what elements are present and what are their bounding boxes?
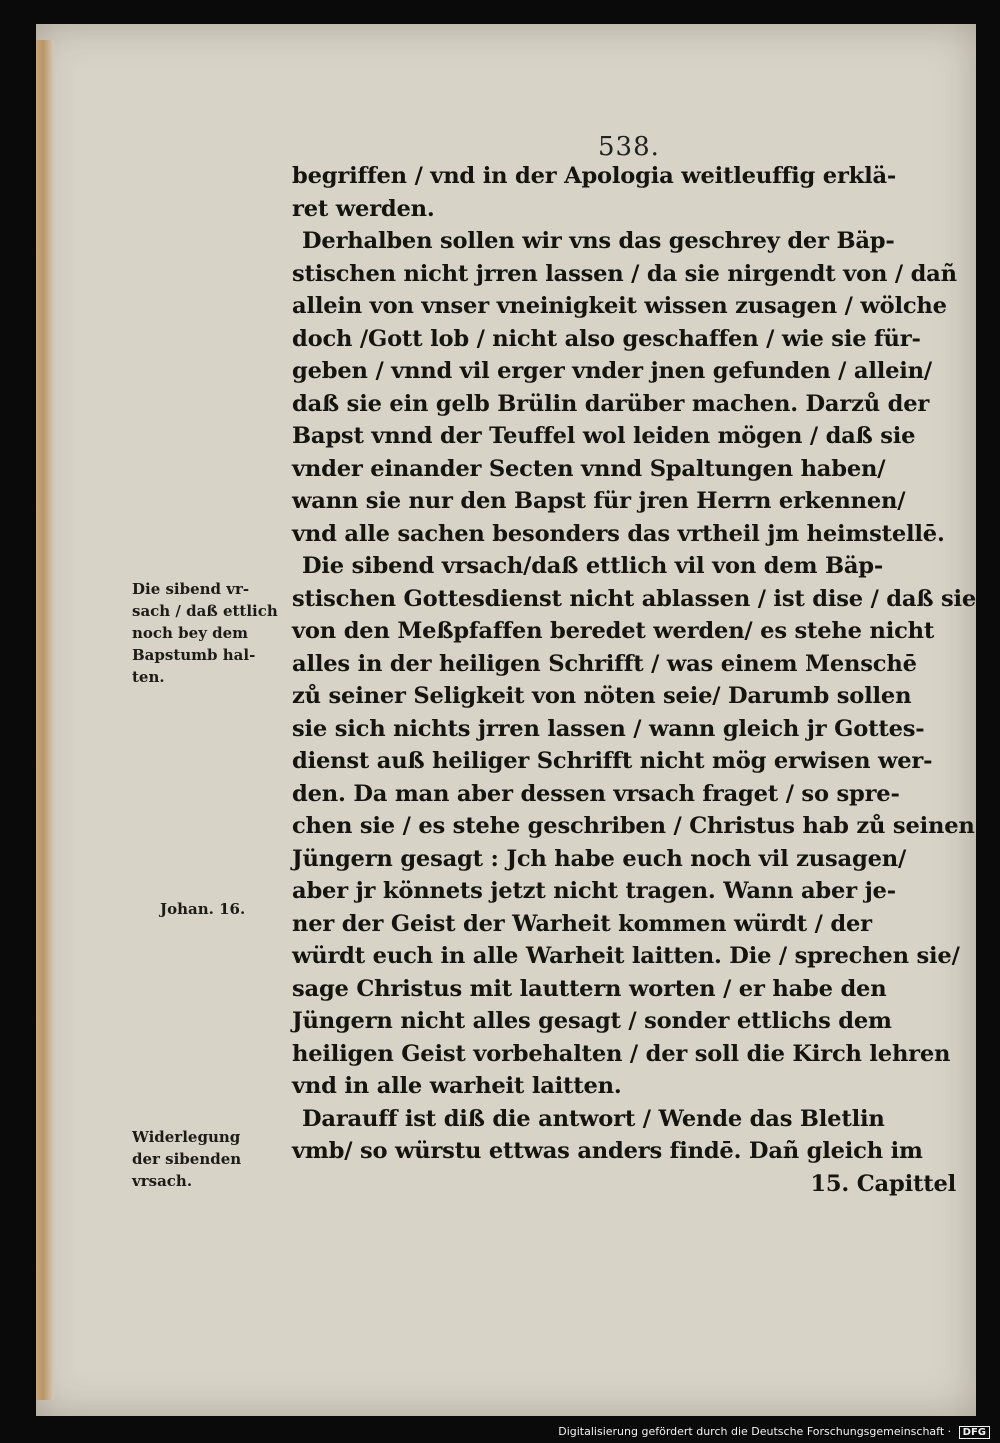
text-line: chen sie / es stehe geschriben / Christus hab zů seinen bbox=[292, 813, 975, 839]
text-line: heiligen Geist vorbehalten / der soll die Kirch lehren bbox=[292, 1040, 951, 1067]
margin-note-seventh-cause bbox=[132, 578, 292, 688]
text-line: Die sibend vrsach/daß ettlich vil von dem Bäp- bbox=[302, 553, 884, 579]
text-line: sie sich nichts jrren lassen / wann gleich jr Gottes- bbox=[292, 715, 925, 742]
body-text bbox=[292, 160, 977, 1200]
text-line: zů seiner Seligkeit von nöten seie/ Darumb sollen bbox=[292, 683, 912, 709]
text-line: Jüngern gesagt : Jch habe euch noch vil zusagen/ bbox=[292, 845, 907, 872]
margin-note-line: vrsach. bbox=[132, 1172, 193, 1190]
dfg-logo: DFG bbox=[959, 1426, 990, 1439]
text-line: wann sie nur den Bapst für jren Herrn erkennen/ bbox=[292, 488, 906, 514]
text-line: den. Da man aber dessen vrsach fraget / so spre- bbox=[292, 780, 900, 807]
margin-note-line: noch bey dem bbox=[132, 624, 249, 642]
text-line: vnd alle sachen besonders das vrtheil jm heimstellē. bbox=[292, 520, 945, 547]
text-line: daß sie ein gelb Brülin darüber machen. Darzů der bbox=[292, 390, 930, 417]
margin-note-john-reference bbox=[160, 898, 320, 920]
text-line: vnder einander Secten vnnd Spaltungen haben/ bbox=[292, 455, 886, 482]
text-line: Jüngern nicht alles gesagt / sonder ettlichs dem bbox=[292, 1008, 892, 1034]
funding-footer bbox=[558, 1425, 990, 1439]
page-edge bbox=[36, 40, 54, 1400]
margin-note-refutation bbox=[132, 1126, 292, 1192]
margin-note-line: Johan. 16. bbox=[160, 900, 246, 918]
text-line: stischen nicht jrren lassen / da sie nirgendt von / dañ bbox=[292, 260, 957, 287]
funding-text: Digitalisierung gefördert durch die Deutsche Forschungsgemeinschaft · bbox=[558, 1425, 952, 1438]
text-line: ret werden. bbox=[292, 195, 435, 222]
text-line: aber jr könnets jetzt nicht tragen. Wann aber je- bbox=[292, 878, 896, 904]
text-line: würdt euch in alle Warheit laitten. Die / sprechen sie/ bbox=[292, 943, 960, 969]
margin-note-line: der sibenden bbox=[132, 1150, 242, 1168]
catchword: 15. Capittel bbox=[810, 1170, 956, 1197]
margin-note-line: ten. bbox=[132, 668, 165, 686]
margin-note-line: sach / daß ettlich bbox=[132, 602, 278, 620]
text-line: dienst auß heiliger Schrifft nicht mög erwisen wer- bbox=[292, 748, 933, 774]
text-line: alles in der heiligen Schrifft / was einem Menschē bbox=[292, 650, 917, 677]
margin-note-line: Die sibend vr- bbox=[132, 580, 250, 598]
text-line: sage Christus mit lauttern worten / er habe den bbox=[292, 975, 887, 1002]
text-line: geben / vnnd vil erger vnder jnen gefunden / allein/ bbox=[292, 358, 932, 384]
text-line: ner der Geist der Warheit kommen würdt / der bbox=[292, 910, 872, 937]
text-line: von den Meßpfaffen beredet werden/ es stehe nicht bbox=[292, 618, 935, 644]
page-number: 538. bbox=[598, 132, 660, 162]
margin-note-line: Bapstumb hal- bbox=[132, 646, 256, 664]
text-line: stischen Gottesdienst nicht ablassen / ist dise / daß sie bbox=[292, 585, 977, 612]
text-line: Bapst vnnd der Teuffel wol leiden mögen / daß sie bbox=[292, 423, 916, 449]
text-line: begriffen / vnd in der Apologia weitleuffig erklä- bbox=[292, 163, 897, 189]
text-line: vmb/ so würstu ettwas anders findē. Dañ gleich im bbox=[292, 1138, 923, 1164]
text-line: allein von vnser vneinigkeit wissen zusagen / wölche bbox=[292, 293, 947, 319]
text-line: Derhalben sollen wir vns das geschrey der Bäp- bbox=[302, 228, 895, 254]
text-line: vnd in alle warheit laitten. bbox=[292, 1073, 622, 1099]
text-line: doch /Gott lob / nicht also geschaffen / wie sie für- bbox=[292, 325, 921, 352]
margin-note-line: Widerlegung bbox=[132, 1128, 241, 1146]
text-line: Darauff ist diß die antwort / Wende das Bletlin bbox=[302, 1105, 885, 1132]
